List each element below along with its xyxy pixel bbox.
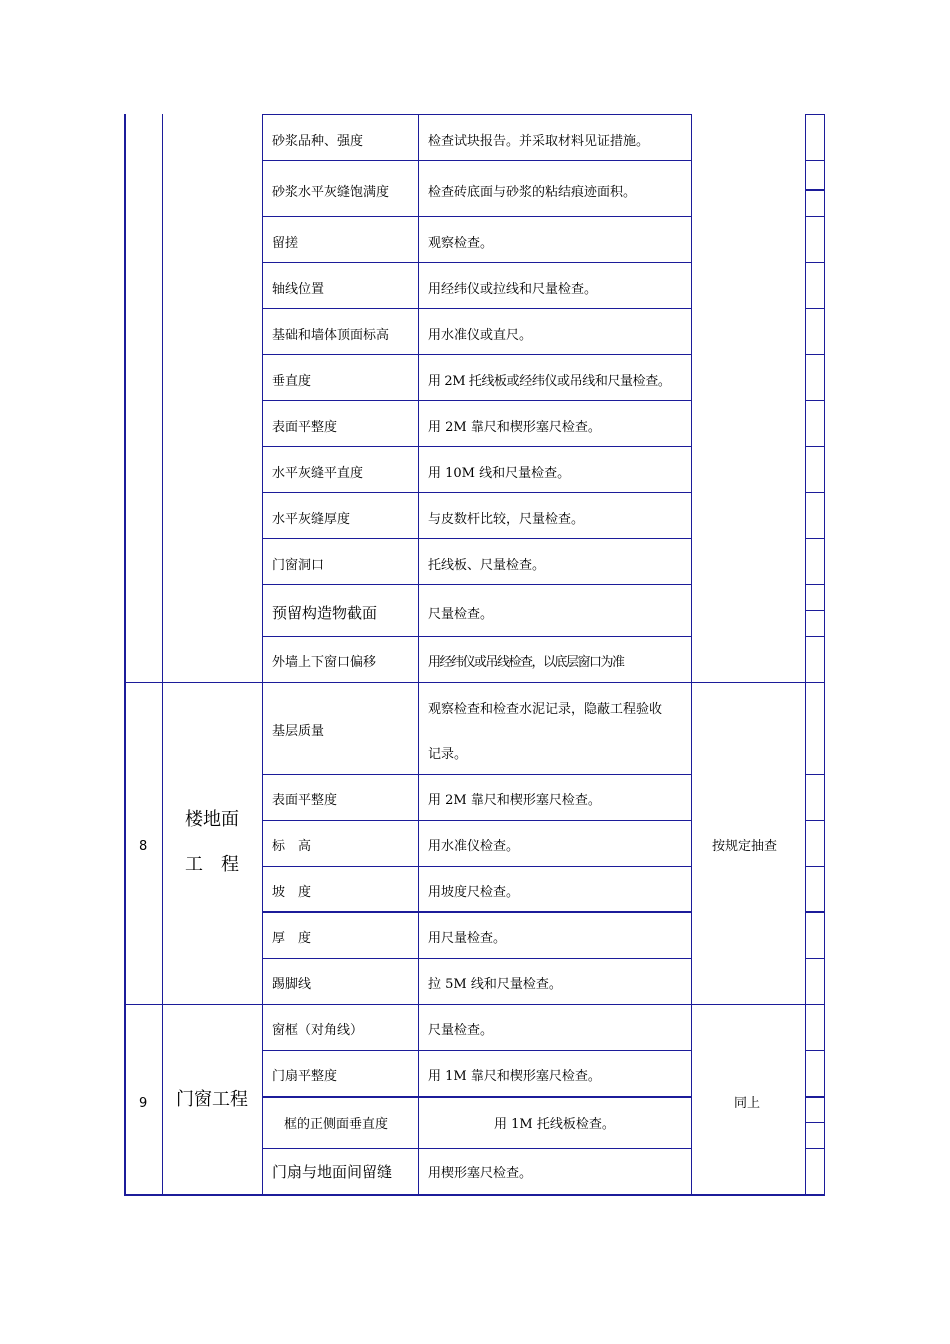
item-cell: 砂浆品种、强度 [272, 134, 364, 149]
grid-line [805, 1096, 825, 1098]
section-name: 楼地面 [185, 809, 239, 830]
table-border-bottom [124, 1194, 825, 1196]
grid-line [805, 958, 825, 959]
grid-line [262, 1050, 692, 1051]
grid-line [805, 636, 825, 637]
row-number: 8 [139, 839, 148, 854]
method-cell: 用 2M 靠尺和楔形塞尺检查。 [428, 420, 601, 435]
method-cell: 用水准仪或直尺。 [428, 328, 533, 343]
grid-line [262, 160, 692, 161]
method-cell: 托线板、尺量检查。 [428, 558, 546, 573]
section-name: 门窗工程 [176, 1089, 248, 1110]
method-cell: 记录。 [428, 747, 468, 762]
section-divider [124, 1004, 825, 1005]
grid-line [262, 820, 692, 821]
grid-line [805, 354, 825, 355]
method-cell: 尺量检查。 [428, 1023, 494, 1038]
item-cell: 预留构造物截面 [272, 604, 378, 622]
inspection-basis: 同上 [734, 1096, 761, 1111]
item-cell: 坡 度 [272, 885, 312, 900]
item-cell: 踢脚线 [272, 977, 312, 992]
grid-line [805, 1050, 825, 1051]
item-cell: 标 高 [272, 839, 312, 854]
grid-line [262, 308, 692, 309]
grid-line [262, 262, 692, 263]
grid-line [262, 446, 692, 447]
item-cell: 表面平整度 [272, 420, 338, 435]
grid-line [805, 160, 825, 161]
grid-line [262, 958, 692, 959]
method-cell: 拉 5M 线和尺量检查。 [428, 977, 562, 992]
table-border-left [124, 114, 126, 1196]
method-cell: 用 1M 靠尺和楔形塞尺检查。 [428, 1069, 601, 1084]
method-cell: 尺量检查。 [428, 607, 494, 622]
grid-line [262, 400, 692, 401]
method-cell: 用水准仪检查。 [428, 839, 520, 854]
grid-line [805, 400, 825, 401]
inspection-basis: 按规定抽查 [712, 839, 778, 854]
grid-line [262, 538, 692, 539]
method-cell: 检查砖底面与砂浆的粘结痕迹面积。 [428, 185, 637, 200]
grid-line [262, 1148, 692, 1149]
section-name: 工 程 [185, 854, 239, 875]
grid-line [262, 636, 692, 637]
table-border-right [824, 114, 825, 1196]
grid-line [805, 911, 825, 913]
method-cell: 用 1M 托线板检查。 [494, 1117, 615, 1132]
grid-line [805, 114, 806, 1196]
grid-line [262, 911, 692, 913]
method-cell: 观察检查。 [428, 236, 494, 251]
grid-line [805, 866, 825, 867]
grid-line [805, 1122, 825, 1123]
grid-line [805, 446, 825, 447]
grid-line [805, 189, 825, 191]
item-cell: 门窗洞口 [272, 558, 325, 573]
row-number: 9 [139, 1096, 148, 1111]
grid-line [805, 584, 825, 585]
item-cell: 基层质量 [272, 724, 325, 739]
item-cell: 外墙上下窗口偏移 [272, 655, 377, 670]
item-cell: 砂浆水平灰缝饱满度 [272, 185, 390, 200]
grid-line [805, 1148, 825, 1149]
grid-line [262, 584, 692, 585]
method-cell: 用 10M 线和尺量检查。 [428, 466, 571, 481]
item-cell: 框的正侧面垂直度 [284, 1117, 389, 1132]
grid-line [418, 114, 419, 1196]
method-cell: 用楔形塞尺检查。 [428, 1166, 533, 1181]
method-cell: 检查试块报告。并采取材料见证措施。 [428, 134, 650, 149]
grid-line [262, 774, 692, 775]
item-cell: 基础和墙体顶面标高 [272, 328, 390, 343]
section-divider [124, 682, 825, 683]
table-border-top [262, 114, 692, 115]
method-cell: 用经纬仪或拉线和尺量检查。 [428, 282, 598, 297]
method-cell: 观察检查和检查水泥记录，隐蔽工程验收 [428, 702, 663, 717]
grid-line [805, 610, 825, 611]
method-cell: 用尺量检查。 [428, 931, 507, 946]
grid-line [805, 774, 825, 775]
item-cell: 留搓 [272, 236, 299, 251]
grid-line [262, 492, 692, 493]
item-cell: 门扇平整度 [272, 1069, 338, 1084]
grid-line [262, 866, 692, 867]
grid-line [262, 1096, 692, 1098]
grid-line [691, 114, 692, 1196]
item-cell: 水平灰缝厚度 [272, 512, 351, 527]
grid-line [805, 820, 825, 821]
grid-line [262, 354, 692, 355]
item-cell: 表面平整度 [272, 793, 338, 808]
method-cell: 用坡度尺检查。 [428, 885, 520, 900]
item-cell: 门扇与地面间留缝 [272, 1163, 393, 1181]
item-cell: 窗框（对角线） [272, 1023, 364, 1038]
grid-line [805, 114, 825, 115]
item-cell: 垂直度 [272, 374, 312, 389]
method-cell: 与皮数杆比较，尺量检查。 [428, 512, 585, 527]
method-cell: 用 2M 托线板或经纬仪或吊线和尺量检查。 [428, 374, 671, 389]
item-cell: 水平灰缝平直度 [272, 466, 364, 481]
grid-line [262, 114, 263, 1196]
method-cell: 用经纬仪或吊线检查，以底层窗口为准 [428, 655, 624, 670]
grid-line [805, 216, 825, 217]
grid-line [805, 262, 825, 263]
method-cell: 用 2M 靠尺和楔形塞尺检查。 [428, 793, 601, 808]
grid-line [262, 216, 692, 217]
grid-line [162, 114, 163, 1196]
grid-line [805, 492, 825, 493]
grid-line [805, 538, 825, 539]
item-cell: 轴线位置 [272, 282, 325, 297]
grid-line [805, 308, 825, 309]
item-cell: 厚 度 [272, 931, 312, 946]
